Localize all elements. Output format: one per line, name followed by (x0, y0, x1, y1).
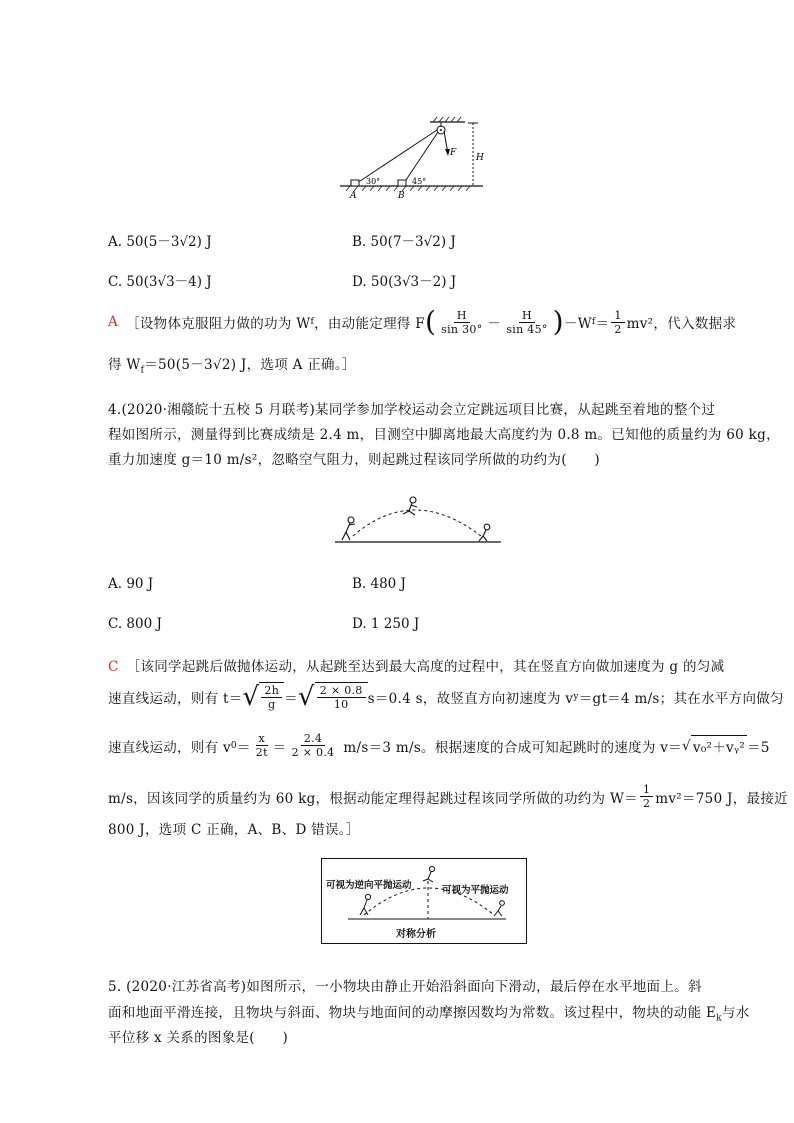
point-a-label: A (350, 191, 357, 201)
q3-answer-line1: A ［设物体克服阻力做的功为 W f ，由动能定理得 F ( $\frac{H}{\sin 30^\circ}$ － $\frac{H}{\sin 45^\circ}$ ) －W f ＝ $\frac{1}{2}$ mv²，代入数据求 (108, 305, 737, 338)
q3-option-c: C. 50(3√3－4) J (108, 274, 212, 290)
fraction: $\frac{H}{\sin 30^\circ}$ (441, 308, 483, 336)
q3-option-d: D. 50(3√3－2) J (352, 274, 457, 290)
figure-caption: 对称分析 (396, 929, 436, 940)
fraction: $\frac{H}{\sin 45^\circ}$ (506, 308, 548, 336)
q4-option-d: D. 1 250 J (352, 616, 420, 632)
q4-answer-line2: 速直线运动，则有 t＝ √ $\frac{2h}{g}$ ＝ √ $\frac{2 \times 0.8}{10}$ s＝0.4 s，故竖直方向初速度为 v y ＝gt＝4 m/s；其在水平方向做匀 (108, 681, 784, 712)
fraction: $\frac{1}{2}$ (611, 309, 624, 336)
q3-answer-letter: A (108, 314, 119, 330)
q3-option-b: B. 50(7－3√2) J (352, 234, 456, 250)
q4-option-a: A. 90 J (108, 576, 154, 592)
q5-line2: 面和地面平滑连接，且物块与斜面、物块与地面间的动摩擦因数均为常数。该过程中，物块的动能 $E_k$与水 (108, 1005, 750, 1024)
q3-answer-line2: 得 $W_f=50(5-3√2)$ J，选项 A 正确。］ (108, 357, 356, 376)
q4-answer-letter: C (108, 659, 119, 675)
reverse-projectile-label: 可视为逆向平抛运动 (326, 880, 412, 891)
jumper-start-icon (342, 517, 355, 540)
projectile-label: 可视为平抛运动 (442, 885, 509, 896)
jumper-landing-icon (479, 524, 490, 541)
q4-answer-line1: C ［该同学起跳后做抛体运动，从起跳至达到最大高度的过程中，其在竖直方向做加速度为 g 的匀减 (108, 659, 725, 675)
q5-line1: 5. (2020·江苏省高考)如图所示，一小物块由静止开始沿斜面向下滑动，最后停在水平地面上。斜 (108, 979, 702, 995)
jump-figure (335, 494, 505, 546)
jumper-top-icon (403, 497, 417, 515)
q4-line3: 重力加速度 g＝10 m/s²，忽略空气阻力，则起跳过程该同学所做的功约为( ) (108, 452, 600, 468)
q4-answer-line4: m/s，因该同学的质量约为 60 kg，根据动能定理得起跳过程该同学所做的功约为 W＝ $\frac{1}{2}$ mv²＝750 J，最接近 (108, 783, 788, 810)
q3-option-a: A. 50(5－3√2) J (108, 234, 212, 250)
point-b-label: B (398, 191, 405, 201)
q5-line3: 平位移 x 关系的图象是( ) (108, 1030, 289, 1046)
symmetry-analysis-box (321, 858, 527, 944)
q4-line1: 4.(2020·湘赣皖十五校 5 月联考)某同学参加学校运动会立定跳远项目比赛，从起跳至着地的整个过 (108, 402, 716, 418)
q4-option-c: C. 800 J (108, 616, 162, 632)
q4-line2: 程如图所示，测量得到比赛成绩是 2.4 m，目测空中脚离地最大高度约为 0.8 m。已知他的质量约为 60 kg， (108, 427, 780, 443)
angle-b-label: 45° (412, 177, 427, 186)
q4-option-b: B. 480 J (352, 576, 406, 592)
height-label: H (476, 153, 484, 163)
angle-a-label: 30° (366, 177, 381, 186)
q4-answer-line5: 800 J，选项 C 正确，A、B、D 错误。］ (108, 822, 360, 838)
force-label: F (450, 148, 457, 158)
q4-answer-line3: 速直线运动，则有 v 0 ＝ $\frac{x}{2t}$ ＝ $\frac{2.4}{2 \times 0.4}$ m/s＝3 m/s。根据速度的合成可知起跳时的速度为 v＝ √ v₀²＋vᵧ² ＝5 (108, 732, 770, 759)
pulley-figure (340, 114, 490, 204)
